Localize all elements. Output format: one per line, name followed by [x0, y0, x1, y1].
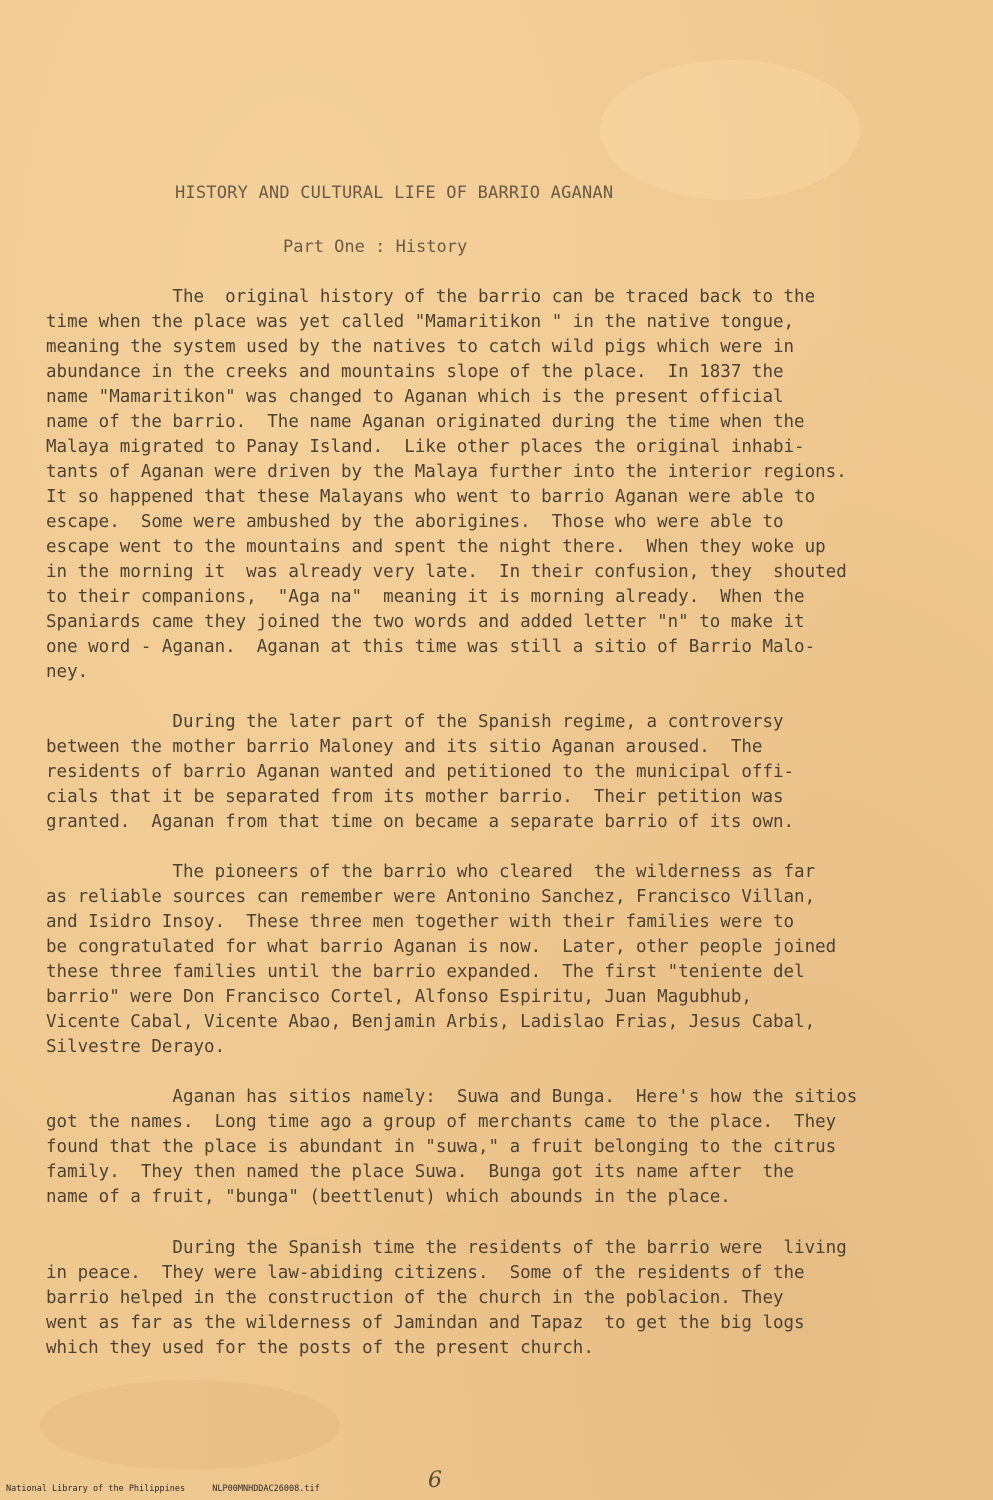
- text-line: tants of Aganan were driven by the Malaya further into the interior regions.: [46, 462, 847, 482]
- text-line: as reliable sources can remember were Antonino Sanchez, Francisco Villan,: [46, 887, 816, 907]
- scan-footer: [6, 1484, 342, 1494]
- text-line: Malaya migrated to Panay Island. Like other places the original inhabi-: [46, 437, 805, 457]
- paper-stain: [40, 1380, 340, 1470]
- text-line: It so happened that these Malayans who went to barrio Aganan were able to: [46, 487, 816, 507]
- text-line: Silvestre Derayo.: [46, 1037, 226, 1057]
- text-line: one word - Aganan. Aganan at this time was still a sitio of Barrio Malo-: [46, 637, 816, 657]
- text-line: between the mother barrio Maloney and its sitio Aganan aroused. The: [46, 737, 763, 757]
- text-line: escape went to the mountains and spent the night there. When they woke up: [46, 537, 826, 557]
- paragraph-3: [46, 860, 976, 1060]
- text-line: barrio" were Don Francisco Cortel, Alfonso Espiritu, Juan Magubhub,: [46, 987, 752, 1007]
- page-number: 6: [428, 1468, 442, 1493]
- text-line: barrio helped in the construction of the church in the poblacion. They: [46, 1288, 784, 1308]
- text-line: in the morning it was already very late. In their confusion, they shouted: [46, 562, 847, 582]
- text-line: residents of barrio Aganan wanted and petitioned to the municipal offi-: [46, 762, 795, 782]
- text-line: cials that it be separated from its mother barrio. Their petition was: [46, 787, 784, 807]
- text-line: got the names. Long time ago a group of merchants came to the place. They: [46, 1112, 837, 1132]
- footer-filename: NLP00MNHDDAC26008.tif: [212, 1484, 320, 1494]
- text-line: which they used for the posts of the present church.: [46, 1338, 594, 1358]
- paragraph-5: [46, 1236, 976, 1361]
- text-line: these three families until the barrio expanded. The first "teniente del: [46, 962, 805, 982]
- text-line: granted. Aganan from that time on became a separate barrio of its own.: [46, 812, 795, 832]
- text-line: During the later part of the Spanish regime, a controversy: [46, 712, 784, 732]
- footer-institution: National Library of the Philippines: [6, 1484, 186, 1494]
- text-line: in peace. They were law-abiding citizens. Some of the residents of the: [46, 1263, 805, 1283]
- text-line: Aganan has sitios namely: Suwa and Bunga. Here's how the sitios: [46, 1087, 858, 1107]
- text-line: name "Mamaritikon" was changed to Aganan which is the present official: [46, 387, 784, 407]
- text-line: found that the place is abundant in "suwa," a fruit belonging to the citrus: [46, 1137, 837, 1157]
- text-line: to their companions, "Aga na" meaning it is morning already. When the: [46, 587, 805, 607]
- text-line: and Isidro Insoy. These three men together with their families were to: [46, 912, 795, 932]
- text-line: abundance in the creeks and mountains slope of the place. In 1837 the: [46, 362, 784, 382]
- paragraph-2: [46, 710, 976, 835]
- text-line: meaning the system used by the natives to catch wild pigs which were in: [46, 337, 795, 357]
- document-subtitle: Part One : History: [283, 237, 468, 257]
- text-line: escape. Some were ambushed by the aborigines. Those who were able to: [46, 512, 784, 532]
- text-line: family. They then named the place Suwa. Bunga got its name after the: [46, 1162, 795, 1182]
- paragraph-1: [46, 285, 976, 685]
- text-line: Spaniards came they joined the two words and added letter "n" to make it: [46, 612, 805, 632]
- text-line: The original history of the barrio can be traced back to the: [46, 287, 816, 307]
- text-line: name of the barrio. The name Aganan originated during the time when the: [46, 412, 805, 432]
- text-line: During the Spanish time the residents of the barrio were living: [46, 1238, 847, 1258]
- document-title: HISTORY AND CULTURAL LIFE OF BARRIO AGANAN: [175, 183, 614, 203]
- text-line: The pioneers of the barrio who cleared the wilderness as far: [46, 862, 816, 882]
- text-line: went as far as the wilderness of Jamindan and Tapaz to get the big logs: [46, 1313, 805, 1333]
- paper-stain: [600, 60, 860, 200]
- text-line: Vicente Cabal, Vicente Abao, Benjamin Arbis, Ladislao Frias, Jesus Cabal,: [46, 1012, 816, 1032]
- text-line: time when the place was yet called "Mamaritikon " in the native tongue,: [46, 312, 795, 332]
- text-line: name of a fruit, "bunga" (beettlenut) which abounds in the place.: [46, 1187, 731, 1207]
- text-line: ney.: [46, 662, 89, 682]
- text-line: be congratulated for what barrio Aganan is now. Later, other people joined: [46, 937, 837, 957]
- paragraph-4: [46, 1085, 976, 1210]
